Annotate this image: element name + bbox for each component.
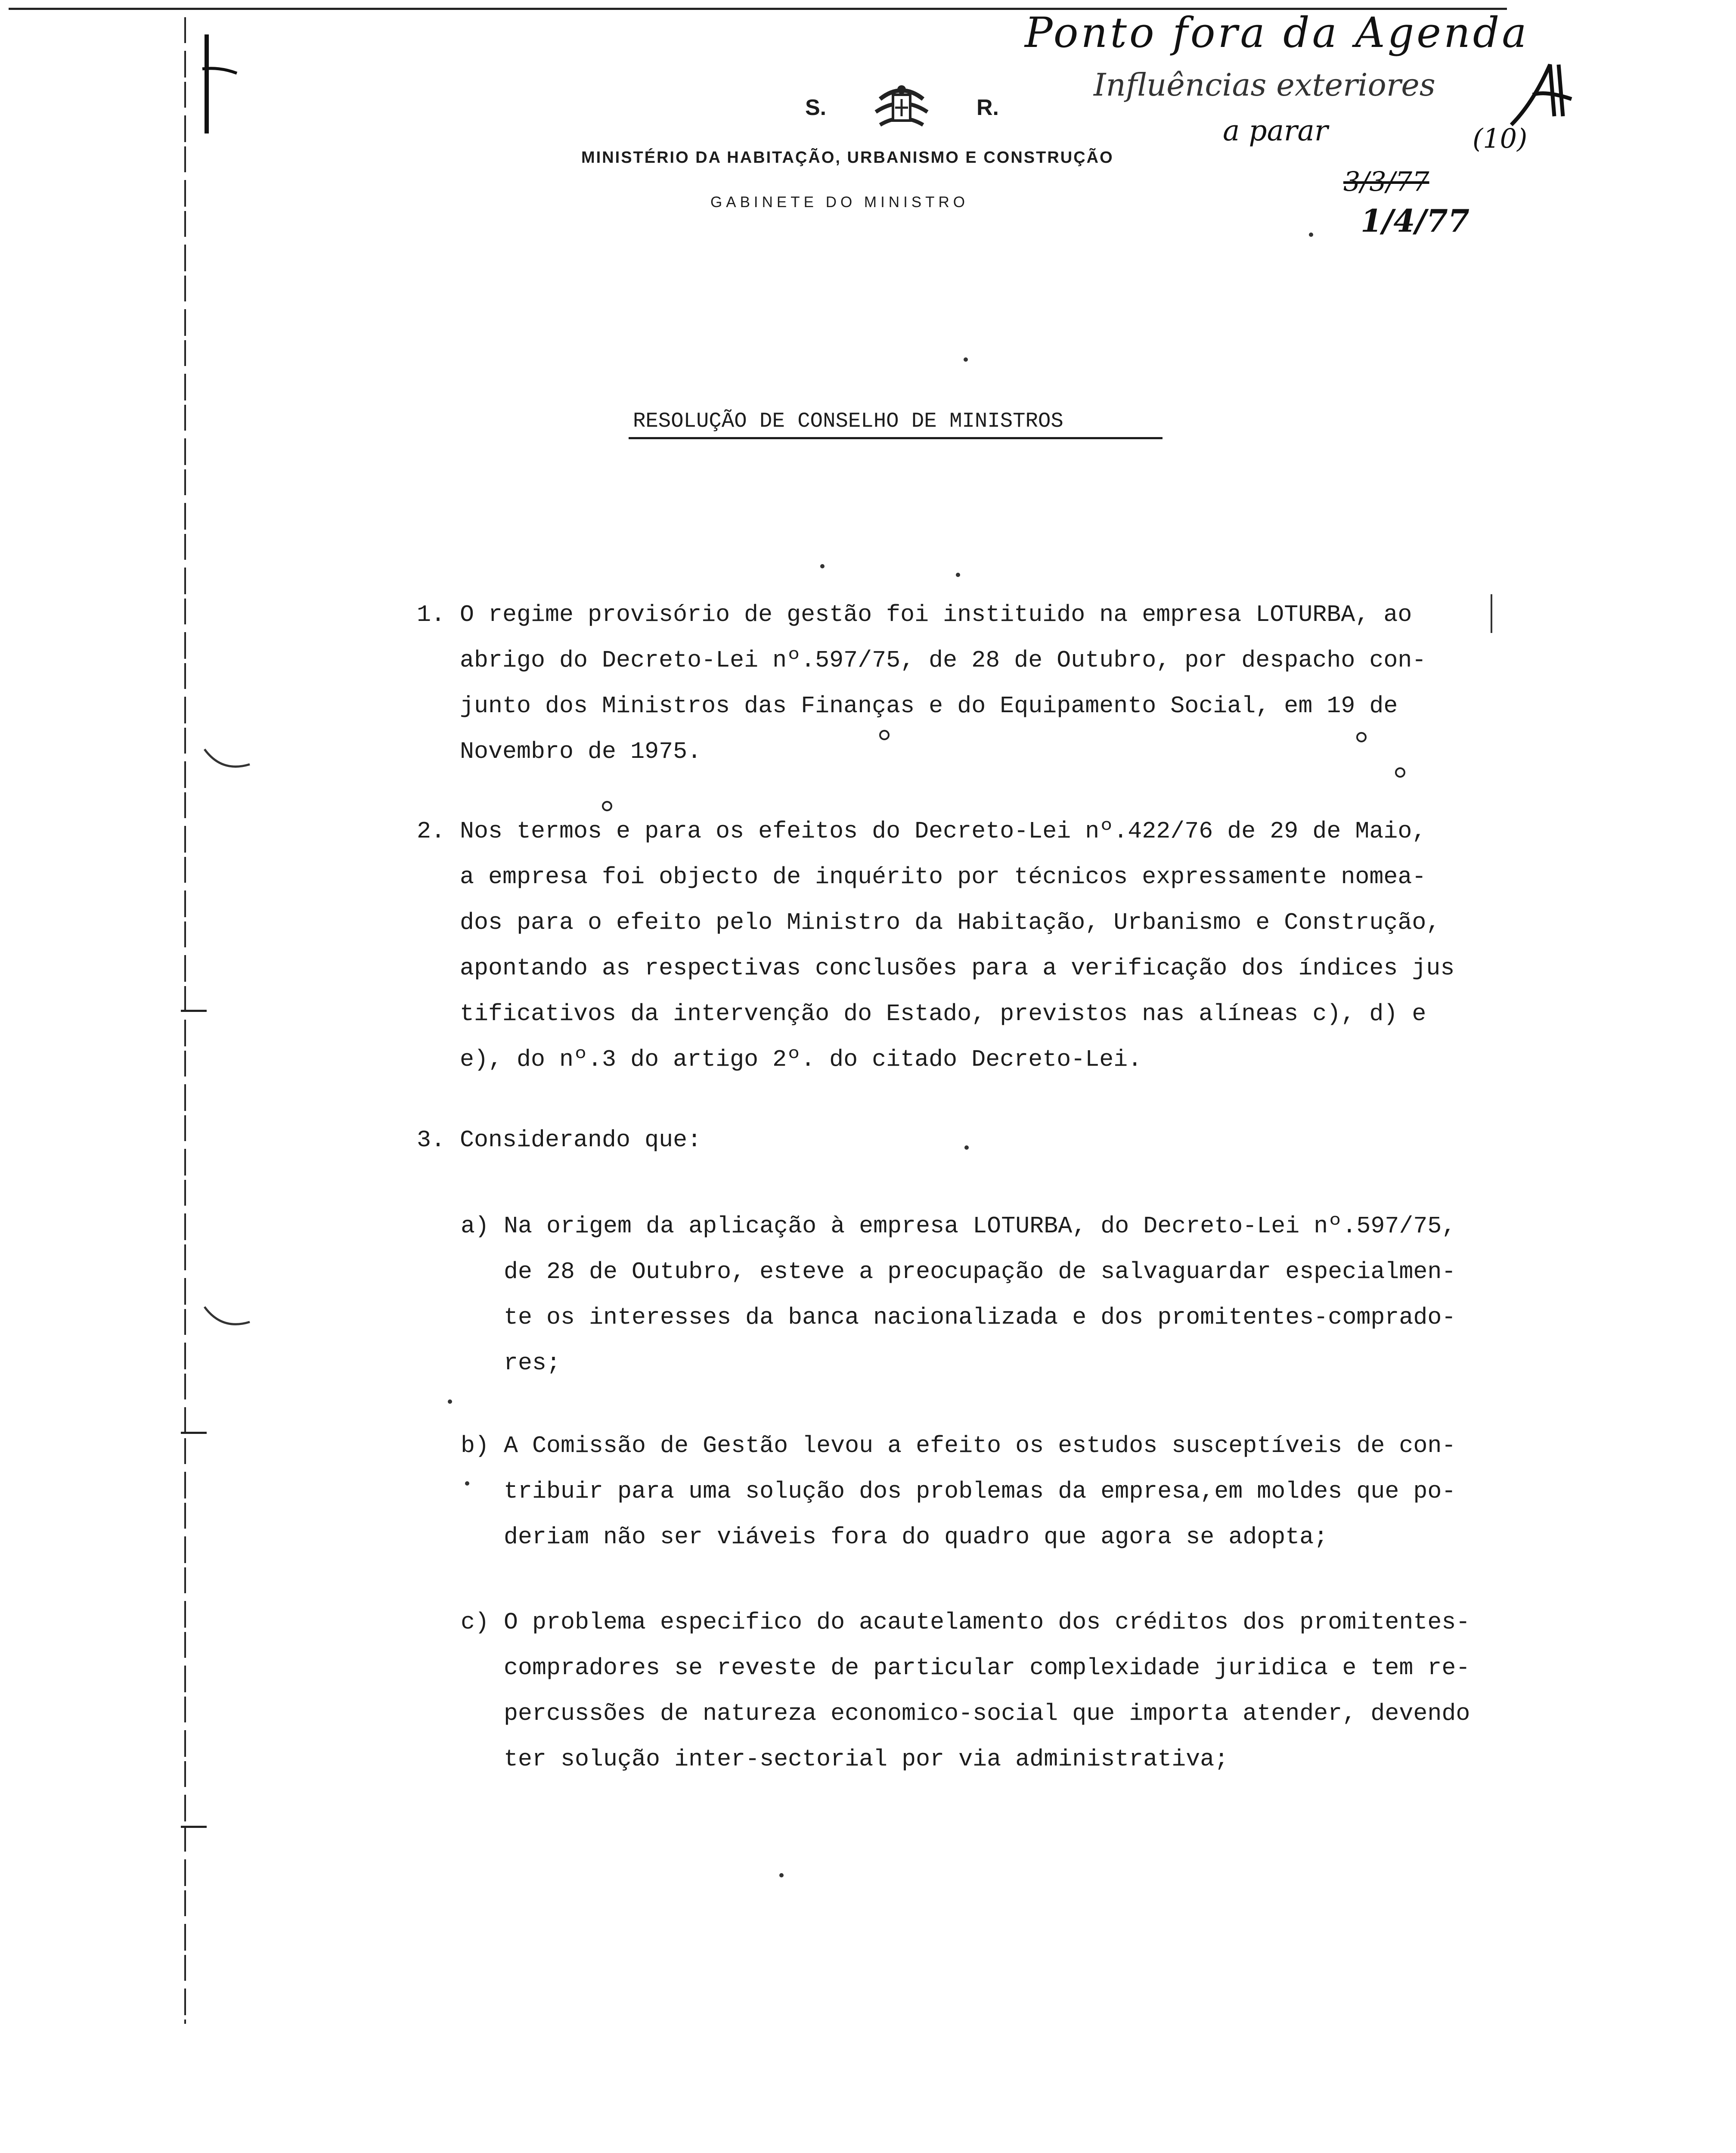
handwritten-date-struck: 3/3/77 bbox=[1343, 166, 1429, 197]
handwritten-signature-mark bbox=[1507, 52, 1576, 138]
text-line: te os interesses da banca nacionalizada e dos promitentes-comprado- bbox=[504, 1304, 1456, 1331]
text-line: compradores se reveste de particular complexidade juridica e tem re- bbox=[504, 1654, 1470, 1681]
speck bbox=[956, 573, 960, 577]
letterhead-r: R. bbox=[976, 95, 999, 120]
letterhead-office: GABINETE DO MINISTRO bbox=[710, 194, 969, 211]
text-line: Na origem da aplicação à empresa LOTURBA, do Decreto-Lei nº.597/75, bbox=[504, 1213, 1456, 1240]
text-line: Novembro de 1975. bbox=[460, 738, 702, 765]
subitem-letter: b) bbox=[461, 1432, 490, 1459]
scan-edge-left bbox=[184, 17, 186, 2024]
paragraph-number: 2. bbox=[417, 818, 446, 845]
paragraph-3 bbox=[417, 1117, 702, 1163]
text-line: O regime provisório de gestão foi instituido na empresa LOTURBA, ao bbox=[460, 601, 1412, 628]
pen-stroke-mark bbox=[189, 26, 258, 138]
text-line: A Comissão de Gestão levou a efeito os estudos susceptíveis de con- bbox=[504, 1432, 1456, 1459]
text-line: res; bbox=[504, 1350, 561, 1377]
text-line: O problema especifico do acautelamento dos créditos dos promitentes- bbox=[504, 1609, 1470, 1636]
text-line: junto dos Ministros das Finanças e do Equipamento Social, em 19 de bbox=[460, 692, 1398, 720]
hole-punch-mark bbox=[202, 747, 254, 773]
speck bbox=[820, 564, 825, 568]
scan-edge-tick bbox=[181, 1432, 207, 1434]
text-line: apontando as respectivas conclusões para a verificação dos índices jus bbox=[460, 955, 1455, 982]
handwritten-note-number: (10) bbox=[1472, 123, 1528, 154]
speck bbox=[1309, 233, 1313, 237]
paragraph-1 bbox=[417, 592, 1426, 775]
handwritten-note-agenda: Ponto fora da Agenda bbox=[1025, 9, 1529, 57]
letterhead-s: S. bbox=[805, 95, 827, 120]
text-line: Considerando que: bbox=[460, 1126, 702, 1154]
subitem-a bbox=[461, 1204, 1456, 1386]
text-line: dos para o efeito pelo Ministro da Habitação, Urbanismo e Construção, bbox=[460, 909, 1441, 936]
speck bbox=[964, 1145, 969, 1150]
letterhead-crest-row bbox=[805, 82, 999, 133]
speck bbox=[448, 1399, 452, 1404]
scan-edge-tick bbox=[181, 1010, 207, 1012]
document-title: RESOLUÇÃO DE CONSELHO DE MINISTROS bbox=[633, 409, 1063, 433]
text-line: ter solução inter-sectorial por via administrativa; bbox=[504, 1746, 1229, 1773]
subitem-letter: c) bbox=[461, 1609, 490, 1636]
speck bbox=[465, 1481, 469, 1486]
subitem-b bbox=[461, 1423, 1456, 1560]
text-line: percussões de natureza economico-social que importa atender, devendo bbox=[504, 1700, 1470, 1727]
title-underline bbox=[629, 437, 1162, 439]
letterhead-ministry: MINISTÉRIO DA HABITAÇÃO, URBANISMO E CONSTRUÇÃO bbox=[581, 149, 1114, 167]
paragraph-2 bbox=[417, 809, 1455, 1083]
paragraph-number: 3. bbox=[417, 1126, 446, 1154]
scan-edge-tick bbox=[181, 1826, 207, 1828]
speck bbox=[964, 357, 968, 362]
paragraph-number: 1. bbox=[417, 601, 446, 628]
text-line: abrigo do Decreto-Lei nº.597/75, de 28 de Outubro, por despacho con- bbox=[460, 647, 1426, 674]
text-line: a empresa foi objecto de inquérito por técnicos expressamente nomea- bbox=[460, 863, 1426, 890]
subitem-letter: a) bbox=[461, 1213, 490, 1240]
coat-of-arms-icon bbox=[871, 82, 932, 133]
text-line: e), do nº.3 do artigo 2º. do citado Decreto-Lei. bbox=[460, 1046, 1142, 1073]
subitem-c bbox=[461, 1600, 1470, 1782]
text-line: tribuir para uma solução dos problemas da empresa,em moldes que po- bbox=[504, 1478, 1456, 1505]
handwritten-note-parar: a parar bbox=[1223, 114, 1328, 147]
text-line: de 28 de Outubro, esteve a preocupação de salvaguardar especialmen- bbox=[504, 1258, 1456, 1285]
text-line: deriam não ser viáveis fora do quadro que agora se adopta; bbox=[504, 1523, 1328, 1551]
handwritten-note-influences: Influências exteriores bbox=[1094, 67, 1435, 103]
handwritten-date: 1/4/77 bbox=[1361, 202, 1469, 239]
speck bbox=[779, 1873, 784, 1877]
text-line: tificativos da intervenção do Estado, previstos nas alíneas c), d) e bbox=[460, 1000, 1426, 1027]
margin-mark bbox=[1491, 594, 1492, 633]
hole-punch-mark bbox=[202, 1305, 254, 1331]
text-line: Nos termos e para os efeitos do Decreto-Lei nº.422/76 de 29 de Maio, bbox=[460, 818, 1426, 845]
